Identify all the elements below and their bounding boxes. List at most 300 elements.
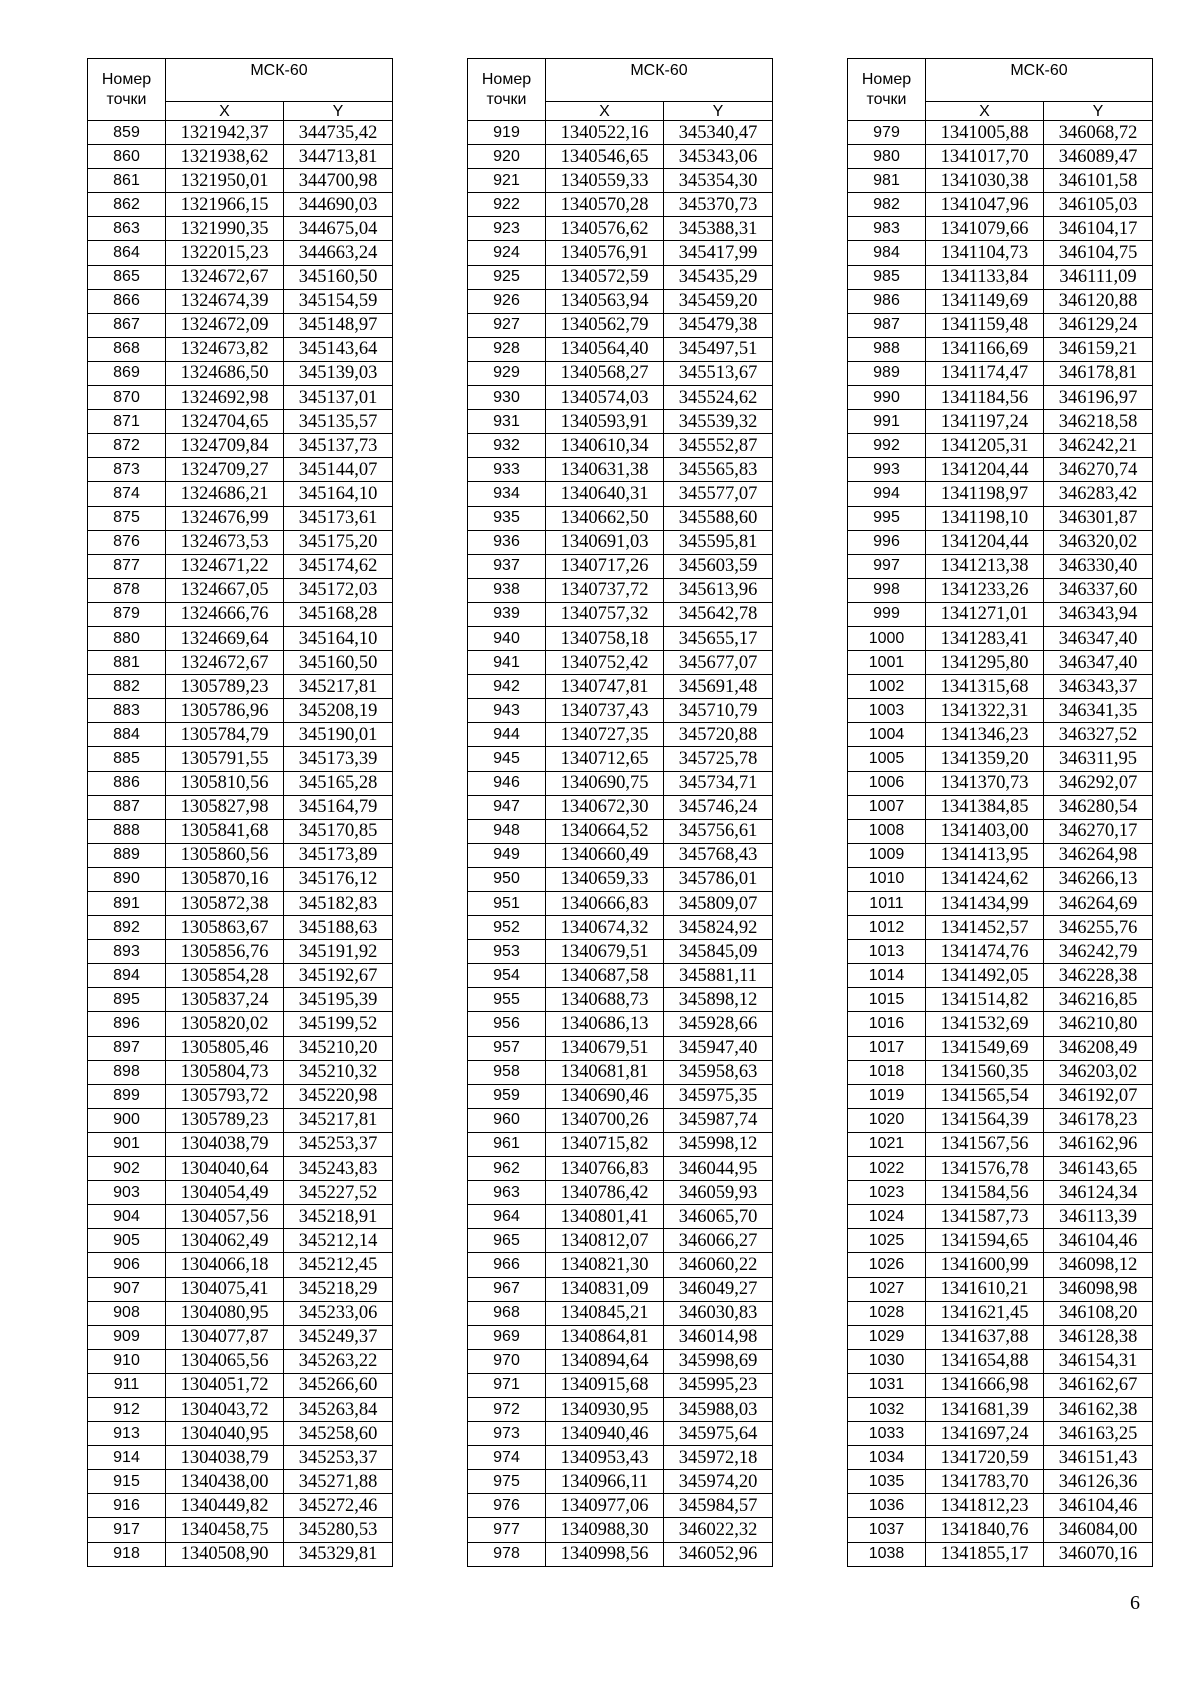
y-coordinate-cell: 345824,92 (664, 916, 773, 940)
x-coordinate-cell: 1340953,43 (546, 1446, 664, 1470)
point-number-cell: 976 (468, 1494, 546, 1518)
y-coordinate-cell: 346128,38 (1044, 1325, 1153, 1349)
table-row (468, 699, 773, 723)
point-number-cell: 984 (848, 241, 926, 265)
point-number-cell: 873 (88, 458, 166, 482)
x-coordinate-cell: 1324667,05 (166, 578, 284, 602)
y-coordinate-cell: 346163,25 (1044, 1422, 1153, 1446)
x-coordinate-cell: 1341166,69 (926, 337, 1044, 361)
y-coordinate-cell: 346162,67 (1044, 1373, 1153, 1397)
y-coordinate-cell: 345370,73 (664, 193, 773, 217)
table-row (848, 1446, 1153, 1470)
x-coordinate-cell: 1341855,17 (926, 1542, 1044, 1566)
point-number-cell: 998 (848, 578, 926, 602)
y-coordinate-cell: 344735,42 (284, 121, 393, 145)
x-coordinate-cell: 1305854,28 (166, 964, 284, 988)
y-coordinate-cell: 345595,81 (664, 530, 773, 554)
point-number-cell: 875 (88, 506, 166, 530)
table-row (848, 337, 1153, 361)
y-coordinate-cell: 345354,30 (664, 169, 773, 193)
table-row (88, 121, 393, 145)
x-coordinate-cell: 1304080,95 (166, 1301, 284, 1325)
table-row (848, 626, 1153, 650)
y-coordinate-cell: 345263,84 (284, 1397, 393, 1421)
point-number-cell: 861 (88, 169, 166, 193)
y-coordinate-cell: 345459,20 (664, 289, 773, 313)
point-number-cell: 948 (468, 819, 546, 843)
y-coordinate-cell: 345479,38 (664, 313, 773, 337)
y-coordinate-cell: 346264,98 (1044, 843, 1153, 867)
y-coordinate-cell: 345435,29 (664, 265, 773, 289)
point-number-cell: 1003 (848, 699, 926, 723)
table-row (848, 506, 1153, 530)
y-coordinate-cell: 346065,70 (664, 1205, 773, 1229)
table-row (88, 602, 393, 626)
x-coordinate-cell: 1324709,84 (166, 434, 284, 458)
x-coordinate-cell: 1341104,73 (926, 241, 1044, 265)
table-row (848, 217, 1153, 241)
x-coordinate-cell: 1304043,72 (166, 1397, 284, 1421)
x-coordinate-cell: 1341197,24 (926, 410, 1044, 434)
x-coordinate-cell: 1340766,83 (546, 1157, 664, 1181)
y-coordinate-cell: 345258,60 (284, 1422, 393, 1446)
y-coordinate-cell: 346143,65 (1044, 1157, 1153, 1181)
x-coordinate-cell: 1321990,35 (166, 217, 284, 241)
point-number-cell: 919 (468, 121, 546, 145)
x-coordinate-cell: 1341149,69 (926, 289, 1044, 313)
coordinates-table-3 (847, 58, 1153, 1567)
table-row (848, 1470, 1153, 1494)
point-number-cell: 975 (468, 1470, 546, 1494)
point-number-cell: 904 (88, 1205, 166, 1229)
y-coordinate-cell: 346301,87 (1044, 506, 1153, 530)
point-number-cell: 884 (88, 723, 166, 747)
y-coordinate-cell: 345642,78 (664, 602, 773, 626)
y-coordinate-cell: 345137,73 (284, 434, 393, 458)
x-coordinate-cell: 1324686,21 (166, 482, 284, 506)
y-coordinate-cell: 346124,34 (1044, 1181, 1153, 1205)
y-coordinate-cell: 346255,76 (1044, 916, 1153, 940)
x-coordinate-cell: 1340564,40 (546, 337, 664, 361)
table-row (848, 1518, 1153, 1542)
point-number-cell: 891 (88, 892, 166, 916)
x-coordinate-cell: 1340449,82 (166, 1494, 284, 1518)
table-row (848, 1494, 1153, 1518)
point-number-cell: 994 (848, 482, 926, 506)
x-coordinate-cell: 1340864,81 (546, 1325, 664, 1349)
x-coordinate-cell: 1305820,02 (166, 1012, 284, 1036)
table-row (88, 940, 393, 964)
table-row (848, 602, 1153, 626)
point-number-cell: 900 (88, 1108, 166, 1132)
table-row (468, 1012, 773, 1036)
point-number-cell: 962 (468, 1157, 546, 1181)
x-coordinate-cell: 1340845,21 (546, 1301, 664, 1325)
y-coordinate-cell: 346228,38 (1044, 964, 1153, 988)
y-coordinate-cell: 345947,40 (664, 1036, 773, 1060)
x-coordinate-cell: 1341452,57 (926, 916, 1044, 940)
y-coordinate-cell: 346178,81 (1044, 361, 1153, 385)
x-coordinate-cell: 1340821,30 (546, 1253, 664, 1277)
x-coordinate-cell: 1305810,56 (166, 771, 284, 795)
x-coordinate-cell: 1305791,55 (166, 747, 284, 771)
table-row (88, 1181, 393, 1205)
point-number-header-line2: точки (866, 90, 907, 108)
y-coordinate-cell: 345280,53 (284, 1518, 393, 1542)
x-coordinate-cell: 1305860,56 (166, 843, 284, 867)
x-coordinate-cell: 1304038,79 (166, 1446, 284, 1470)
point-number-cell: 1030 (848, 1349, 926, 1373)
table-row (468, 867, 773, 891)
x-coordinate-cell: 1341587,73 (926, 1205, 1044, 1229)
y-coordinate-cell: 346104,17 (1044, 217, 1153, 241)
point-number-header-line1: Номер (101, 70, 152, 88)
y-coordinate-cell: 345524,62 (664, 386, 773, 410)
point-number-cell: 925 (468, 265, 546, 289)
point-number-header (848, 59, 926, 121)
point-number-cell: 880 (88, 626, 166, 650)
table-row (88, 337, 393, 361)
y-coordinate-cell: 346059,93 (664, 1181, 773, 1205)
y-coordinate-cell: 346266,13 (1044, 867, 1153, 891)
point-number-cell: 907 (88, 1277, 166, 1301)
table-row (468, 940, 773, 964)
point-number-cell: 862 (88, 193, 166, 217)
table-row (468, 916, 773, 940)
table-row (88, 530, 393, 554)
table-row (88, 1518, 393, 1542)
y-coordinate-cell: 345227,52 (284, 1181, 393, 1205)
point-number-cell: 928 (468, 337, 546, 361)
y-coordinate-cell: 345756,61 (664, 819, 773, 843)
table-row (848, 988, 1153, 1012)
point-number-cell: 1026 (848, 1253, 926, 1277)
table-row (468, 193, 773, 217)
x-coordinate-cell: 1340559,33 (546, 169, 664, 193)
x-coordinate-cell: 1305804,73 (166, 1060, 284, 1084)
point-number-cell: 1002 (848, 675, 926, 699)
y-coordinate-cell: 345164,79 (284, 795, 393, 819)
x-coordinate-cell: 1340758,18 (546, 626, 664, 650)
table-row (88, 1470, 393, 1494)
coordinate-system-header: МСК-60 (926, 59, 1153, 102)
table-row (468, 1108, 773, 1132)
table-row (848, 482, 1153, 506)
x-coordinate-cell: 1340572,59 (546, 265, 664, 289)
point-number-cell: 869 (88, 361, 166, 385)
y-coordinate-cell: 345253,37 (284, 1446, 393, 1470)
table-row (468, 554, 773, 578)
point-number-cell: 927 (468, 313, 546, 337)
table-row (88, 1422, 393, 1446)
point-number-cell: 895 (88, 988, 166, 1012)
point-number-cell: 1015 (848, 988, 926, 1012)
table-row (848, 795, 1153, 819)
x-coordinate-cell: 1340930,95 (546, 1397, 664, 1421)
y-coordinate-cell: 346337,60 (1044, 578, 1153, 602)
point-number-cell: 911 (88, 1373, 166, 1397)
x-coordinate-cell: 1305784,79 (166, 723, 284, 747)
table-row (88, 1132, 393, 1156)
x-coordinate-cell: 1324673,82 (166, 337, 284, 361)
point-number-cell: 1027 (848, 1277, 926, 1301)
point-number-cell: 954 (468, 964, 546, 988)
point-number-cell: 924 (468, 241, 546, 265)
x-coordinate-cell: 1324704,65 (166, 410, 284, 434)
point-number-cell: 917 (88, 1518, 166, 1542)
point-number-header-line1: Номер (481, 70, 532, 88)
table-row (848, 386, 1153, 410)
y-coordinate-cell: 346270,17 (1044, 819, 1153, 843)
table-row (468, 1229, 773, 1253)
point-number-cell: 1017 (848, 1036, 926, 1060)
table-row (468, 626, 773, 650)
x-coordinate-cell: 1340752,42 (546, 651, 664, 675)
table-row (468, 1373, 773, 1397)
x-coordinate-cell: 1340659,33 (546, 867, 664, 891)
point-number-cell: 892 (88, 916, 166, 940)
table-row (468, 169, 773, 193)
y-coordinate-cell: 346159,21 (1044, 337, 1153, 361)
y-coordinate-cell: 346101,58 (1044, 169, 1153, 193)
point-number-cell: 969 (468, 1325, 546, 1349)
point-number-cell: 933 (468, 458, 546, 482)
point-number-cell: 922 (468, 193, 546, 217)
point-number-cell: 951 (468, 892, 546, 916)
table-row (848, 1060, 1153, 1084)
y-coordinate-cell: 345958,63 (664, 1060, 773, 1084)
table-row (88, 458, 393, 482)
table-row (848, 1397, 1153, 1421)
point-number-cell: 956 (468, 1012, 546, 1036)
table-row (88, 554, 393, 578)
table-row (468, 1181, 773, 1205)
x-coordinate-cell: 1340640,31 (546, 482, 664, 506)
table-row (88, 1229, 393, 1253)
x-coordinate-cell: 1305805,46 (166, 1036, 284, 1060)
x-coordinate-cell: 1340894,64 (546, 1349, 664, 1373)
point-number-cell: 981 (848, 169, 926, 193)
point-number-header-line2: точки (106, 90, 147, 108)
point-number-cell: 859 (88, 121, 166, 145)
y-coordinate-cell: 346216,85 (1044, 988, 1153, 1012)
table-row (468, 458, 773, 482)
y-coordinate-cell: 346330,40 (1044, 554, 1153, 578)
point-number-cell: 913 (88, 1422, 166, 1446)
table-row (468, 434, 773, 458)
x-coordinate-cell: 1340757,32 (546, 602, 664, 626)
point-number-cell: 860 (88, 145, 166, 169)
x-coordinate-cell: 1321942,37 (166, 121, 284, 145)
y-coordinate-cell: 345173,39 (284, 747, 393, 771)
y-coordinate-cell: 345143,64 (284, 337, 393, 361)
point-number-cell: 978 (468, 1542, 546, 1566)
table-row (848, 289, 1153, 313)
table-row (848, 169, 1153, 193)
point-number-cell: 926 (468, 289, 546, 313)
x-coordinate-cell: 1341610,21 (926, 1277, 1044, 1301)
table-row (468, 602, 773, 626)
x-coordinate-cell: 1341549,69 (926, 1036, 1044, 1060)
table-row (88, 1108, 393, 1132)
x-coordinate-cell: 1341403,00 (926, 819, 1044, 843)
point-number-cell: 960 (468, 1108, 546, 1132)
table-row (88, 1157, 393, 1181)
x-coordinate-cell: 1341204,44 (926, 458, 1044, 482)
x-coordinate-cell: 1341812,23 (926, 1494, 1044, 1518)
table-row (468, 1542, 773, 1566)
table-row (88, 1012, 393, 1036)
point-number-cell: 931 (468, 410, 546, 434)
table-row (848, 1157, 1153, 1181)
point-number-cell: 949 (468, 843, 546, 867)
x-coordinate-cell: 1341346,23 (926, 723, 1044, 747)
table-row (88, 578, 393, 602)
table-row (88, 265, 393, 289)
x-coordinate-cell: 1340562,79 (546, 313, 664, 337)
table-row (468, 410, 773, 434)
x-coordinate-cell: 1340977,06 (546, 1494, 664, 1518)
y-coordinate-cell: 345164,10 (284, 626, 393, 650)
point-number-cell: 940 (468, 626, 546, 650)
point-number-cell: 1012 (848, 916, 926, 940)
y-coordinate-cell: 345388,31 (664, 217, 773, 241)
x-coordinate-cell: 1341720,59 (926, 1446, 1044, 1470)
y-coordinate-cell: 346178,23 (1044, 1108, 1153, 1132)
table-row (88, 723, 393, 747)
y-coordinate-cell: 345497,51 (664, 337, 773, 361)
y-coordinate-cell: 346049,27 (664, 1277, 773, 1301)
table-row (88, 1494, 393, 1518)
table-row (848, 554, 1153, 578)
point-number-cell: 987 (848, 313, 926, 337)
point-number-cell: 1008 (848, 819, 926, 843)
x-coordinate-cell: 1304051,72 (166, 1373, 284, 1397)
y-coordinate-cell: 345154,59 (284, 289, 393, 313)
x-coordinate-cell: 1341413,95 (926, 843, 1044, 867)
y-coordinate-cell: 345218,91 (284, 1205, 393, 1229)
table-row (848, 892, 1153, 916)
table-row (468, 1132, 773, 1156)
x-coordinate-cell: 1341174,47 (926, 361, 1044, 385)
x-coordinate-cell: 1324672,09 (166, 313, 284, 337)
point-number-cell: 897 (88, 1036, 166, 1060)
x-coordinate-cell: 1341295,80 (926, 651, 1044, 675)
point-number-header-line2: точки (486, 90, 527, 108)
table-row (468, 145, 773, 169)
point-number-cell: 923 (468, 217, 546, 241)
y-coordinate-cell: 345513,67 (664, 361, 773, 385)
x-coordinate-cell: 1305837,24 (166, 988, 284, 1012)
y-coordinate-cell: 346126,36 (1044, 1470, 1153, 1494)
point-number-cell: 982 (848, 193, 926, 217)
point-number-cell: 878 (88, 578, 166, 602)
table-row (468, 1397, 773, 1421)
y-coordinate-cell: 345217,81 (284, 675, 393, 699)
table-row (848, 1012, 1153, 1036)
y-coordinate-cell: 345175,20 (284, 530, 393, 554)
y-coordinate-cell: 346210,80 (1044, 1012, 1153, 1036)
point-number-cell: 957 (468, 1036, 546, 1060)
x-coordinate-cell: 1341384,85 (926, 795, 1044, 819)
point-number-cell: 888 (88, 819, 166, 843)
x-coordinate-cell: 1340940,46 (546, 1422, 664, 1446)
x-coordinate-cell: 1304038,79 (166, 1132, 284, 1156)
point-number-cell: 941 (468, 651, 546, 675)
y-coordinate-cell: 344690,03 (284, 193, 393, 217)
point-number-cell: 912 (88, 1397, 166, 1421)
y-coordinate-cell: 345998,12 (664, 1132, 773, 1156)
point-number-cell: 932 (468, 434, 546, 458)
table-row (848, 265, 1153, 289)
x-coordinate-cell: 1341283,41 (926, 626, 1044, 650)
y-coordinate-cell: 345603,59 (664, 554, 773, 578)
y-coordinate-cell: 345170,85 (284, 819, 393, 843)
x-coordinate-cell: 1340546,65 (546, 145, 664, 169)
x-coordinate-cell: 1341474,76 (926, 940, 1044, 964)
x-coordinate-cell: 1341198,97 (926, 482, 1044, 506)
table-row (468, 506, 773, 530)
table-row (848, 121, 1153, 145)
point-number-cell: 887 (88, 795, 166, 819)
point-number-cell: 979 (848, 121, 926, 145)
table-row (468, 1446, 773, 1470)
point-number-cell: 968 (468, 1301, 546, 1325)
x-coordinate-cell: 1305841,68 (166, 819, 284, 843)
y-coordinate-cell: 346162,38 (1044, 1397, 1153, 1421)
y-coordinate-cell: 345243,83 (284, 1157, 393, 1181)
table-row (848, 1373, 1153, 1397)
point-number-cell: 863 (88, 217, 166, 241)
x-coordinate-cell: 1340610,34 (546, 434, 664, 458)
table-row (468, 819, 773, 843)
point-number-cell: 953 (468, 940, 546, 964)
y-coordinate-cell: 346108,20 (1044, 1301, 1153, 1325)
y-coordinate-cell: 345160,50 (284, 265, 393, 289)
x-coordinate-cell: 1324673,53 (166, 530, 284, 554)
y-coordinate-cell: 346060,22 (664, 1253, 773, 1277)
x-coordinate-cell: 1340458,75 (166, 1518, 284, 1542)
x-coordinate-cell: 1340593,91 (546, 410, 664, 434)
x-coordinate-cell: 1304057,56 (166, 1205, 284, 1229)
x-coordinate-cell: 1340712,65 (546, 747, 664, 771)
table-row (848, 1132, 1153, 1156)
point-number-cell: 1005 (848, 747, 926, 771)
x-coordinate-cell: 1341560,35 (926, 1060, 1044, 1084)
y-coordinate-cell: 345577,07 (664, 482, 773, 506)
point-number-cell: 929 (468, 361, 546, 385)
table-row (88, 169, 393, 193)
point-number-cell: 955 (468, 988, 546, 1012)
x-coordinate-cell: 1305793,72 (166, 1084, 284, 1108)
y-coordinate-cell: 346292,07 (1044, 771, 1153, 795)
y-coordinate-cell: 345173,89 (284, 843, 393, 867)
x-coordinate-cell: 1341594,65 (926, 1229, 1044, 1253)
point-number-cell: 980 (848, 145, 926, 169)
table-row (468, 1470, 773, 1494)
table-row (848, 867, 1153, 891)
y-coordinate-cell: 345998,69 (664, 1349, 773, 1373)
x-coordinate-cell: 1305827,98 (166, 795, 284, 819)
point-number-cell: 963 (468, 1181, 546, 1205)
point-number-cell: 1032 (848, 1397, 926, 1421)
table-row (88, 1349, 393, 1373)
coordinates-table-2 (467, 58, 773, 1567)
coordinate-system-header: МСК-60 (546, 59, 773, 102)
y-coordinate-cell: 346120,88 (1044, 289, 1153, 313)
x-coordinate-cell: 1340631,38 (546, 458, 664, 482)
x-coordinate-cell: 1340737,43 (546, 699, 664, 723)
